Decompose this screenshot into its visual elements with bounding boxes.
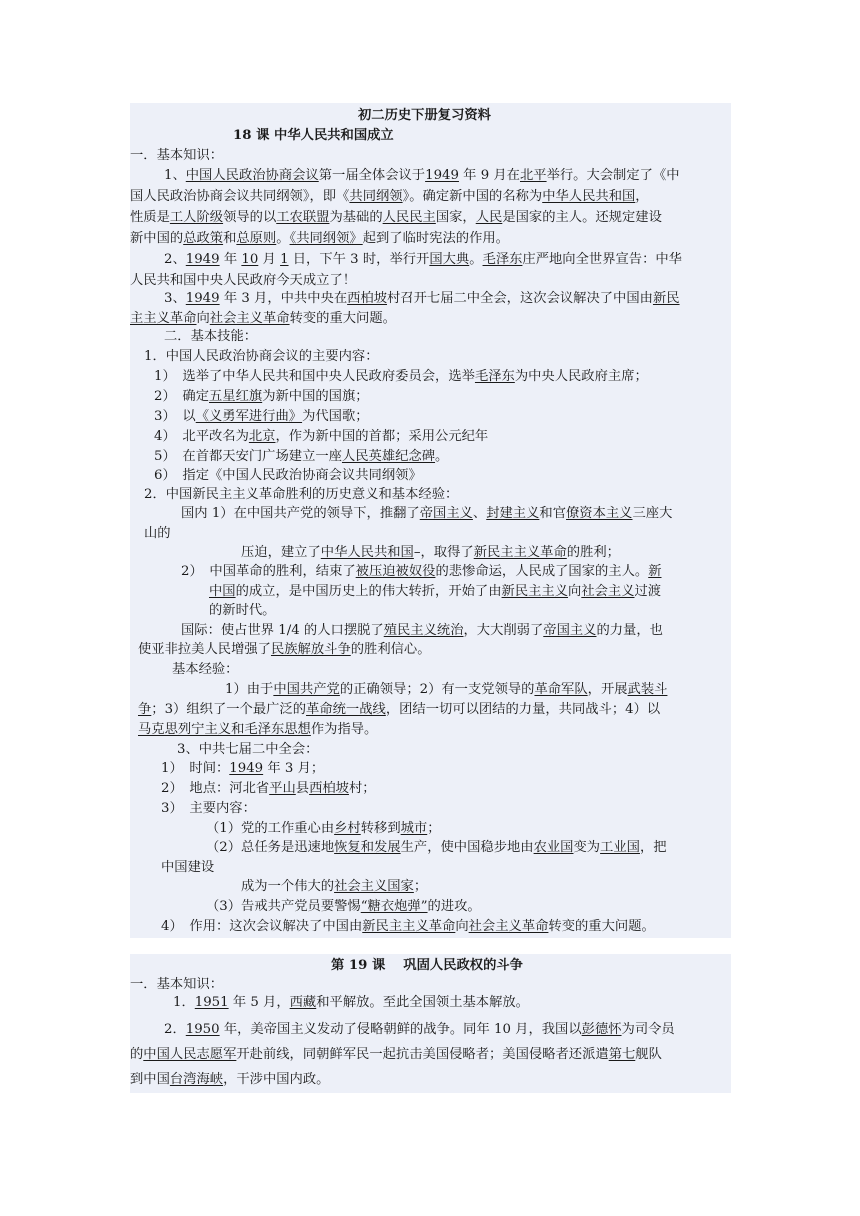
paragraph xyxy=(130,1045,662,1065)
underlined-term: 社会主义 xyxy=(581,584,635,599)
text-run: 5） 在首都天安门广场建立一座 xyxy=(154,449,342,464)
text-run: 。 xyxy=(435,449,449,464)
question1-heading: 1．中国人民政治协商会议的主要内容： xyxy=(144,349,379,364)
paragraph xyxy=(225,680,667,700)
underlined-term: 新民 xyxy=(652,291,680,306)
paragraph xyxy=(138,640,431,660)
underlined-term: “糖衣炮弹” xyxy=(360,899,428,914)
underlined-term: 中国人民志愿军 xyxy=(143,1047,237,1062)
text-run: 为代国歌； xyxy=(302,409,369,424)
text-run: （3）告戒共产党员要警惕 xyxy=(206,899,361,914)
text-run: 的成立，是中国历史上的伟大转折，开始了由 xyxy=(235,584,502,599)
underlined-term: 共同纲领 xyxy=(349,189,403,204)
text-run: 成为一个伟大的 xyxy=(241,879,335,894)
text-run: 为新中国的国旗； xyxy=(262,389,369,404)
list-item xyxy=(206,897,481,917)
text-run: 3） 以 xyxy=(154,409,196,424)
text-run: 年，美帝国主义发动了侵略朝鲜的战争。同年 10 月，我国以 xyxy=(219,1022,582,1037)
underlined-term: 新民主主义革命 xyxy=(473,545,567,560)
text-run: 的悲惨命运，人民成了国家的主人。 xyxy=(435,564,649,579)
text-run: （1）党的工作重心由 xyxy=(206,821,335,836)
underlined-term: 革命军队 xyxy=(534,682,588,697)
text-run: 的胜利； xyxy=(566,545,620,560)
paragraph xyxy=(241,543,620,563)
text-run: 为中央人民政府主席； xyxy=(514,369,648,384)
underlined-term: 乡村 xyxy=(334,821,361,836)
list-item xyxy=(206,838,667,858)
text-run: 新中国的 xyxy=(130,231,184,246)
underlined-term: 平山 xyxy=(269,781,296,796)
paragraph xyxy=(130,187,649,207)
underlined-term: 西柏坡 xyxy=(309,781,349,796)
text-run: 的正确领导；2）有一支党领导的 xyxy=(339,682,535,697)
text-run: 1、 xyxy=(164,168,186,183)
text-run: 开赴前线，同朝鲜军民一起抗击美国侵略者；美国侵略者还派遣 xyxy=(236,1047,609,1062)
paragraph xyxy=(181,562,662,582)
paragraph xyxy=(181,621,663,641)
text-run: 性质是 xyxy=(130,210,170,225)
underlined-term: 北平 xyxy=(519,168,547,183)
text-run: 、 xyxy=(472,506,487,521)
text-run: 过渡 xyxy=(634,584,662,599)
paragraph xyxy=(138,700,660,720)
text-run: 转变的重大问题。 xyxy=(289,311,396,326)
text-run: ，干涉中国内政。 xyxy=(223,1072,330,1087)
text-run: 压迫，建立了 xyxy=(241,545,321,560)
underlined-term: 中国共产党 xyxy=(273,682,340,697)
underlined-term: 封建主义 xyxy=(486,506,540,521)
list-item xyxy=(154,466,422,486)
text-run: 向 xyxy=(196,311,210,326)
text-run: 年 3 月； xyxy=(263,761,325,776)
text-run: 月 xyxy=(258,252,281,267)
paragraph xyxy=(209,582,661,602)
paragraph xyxy=(164,1020,675,1040)
underlined-term: 1950 xyxy=(185,1022,220,1037)
text-run: ； xyxy=(413,879,428,894)
text-run: 年 3 月，中共中央在 xyxy=(219,291,348,306)
underlined-term: 被压迫被奴役 xyxy=(355,564,436,579)
experience-heading: 基本经验： xyxy=(172,662,239,677)
text-run: ，团结一切可以团结的力量，共同战斗；4）以 xyxy=(385,702,661,717)
document-page xyxy=(130,103,731,1093)
paragraph xyxy=(144,524,171,544)
text-run: 年 xyxy=(219,252,242,267)
question2-heading: 2．中国新民主主义革命胜利的历史意义和基本经验： xyxy=(144,487,459,502)
text-run: 举行。大会制定了《中 xyxy=(546,168,680,183)
text-run: 日，下午 3 时，举行开 xyxy=(288,252,430,267)
text-run: 转变的重大问题。 xyxy=(548,919,655,934)
list-item xyxy=(161,917,655,937)
text-run: 的胜利信心。 xyxy=(350,642,431,657)
text-run: 2、 xyxy=(164,252,186,267)
paragraph xyxy=(164,289,680,309)
underlined-term: 农业国 xyxy=(533,840,574,855)
underlined-term: 彭德怀 xyxy=(581,1022,622,1037)
paragraph xyxy=(130,208,662,228)
underlined-term: 1951 xyxy=(194,995,229,1010)
text-run: 的进攻。 xyxy=(427,899,481,914)
text-run: 2） 中国革命的胜利，结束了 xyxy=(181,564,356,579)
text-run: 2） 确定 xyxy=(154,389,209,404)
underlined-term: 台湾海峡 xyxy=(169,1072,224,1087)
paragraph xyxy=(130,229,509,249)
underlined-term: 总原则 xyxy=(236,231,277,246)
text-run: 生产，使中国稳步地由 xyxy=(400,840,534,855)
text-run: 2． xyxy=(164,1022,186,1037)
text-run: 》。确定新中国的名称为 xyxy=(402,189,543,204)
underlined-term: 工农联盟 xyxy=(276,210,330,225)
text-run: 到中国 xyxy=(130,1072,170,1087)
underlined-term: 1949 xyxy=(185,252,220,267)
lesson18-heading: 18 课 中华人民共和国成立 xyxy=(233,128,394,143)
list-item xyxy=(161,779,376,799)
text-run: 和平解放。至此全国领土基本解放。 xyxy=(316,995,529,1010)
text-run: 领导的以 xyxy=(223,210,277,225)
underlined-term: 总政策 xyxy=(183,231,224,246)
underlined-term: 社会主义革命 xyxy=(209,311,290,326)
text-run: 三座大 xyxy=(632,506,673,521)
text-run: 向 xyxy=(568,584,582,599)
underlined-term: 人民英雄纪念碑 xyxy=(341,449,436,464)
list-item xyxy=(154,447,448,467)
text-run: 。 xyxy=(276,231,290,246)
underlined-term: 新 xyxy=(648,564,662,579)
text-run: 年 9 月在 xyxy=(458,168,520,183)
underlined-term: 中国 xyxy=(209,584,236,599)
underlined-term: 帝国主义 xyxy=(419,506,473,521)
text-run: 作为指导。 xyxy=(310,722,378,737)
text-run: 国家， xyxy=(435,210,476,225)
text-run: 和 xyxy=(223,231,237,246)
text-run: 村召开七届二中全会，这次会议解决了中国由 xyxy=(387,291,653,306)
text-run: 1） 选举了中华人民共和国中央人民政府委员会，选举 xyxy=(154,369,475,384)
underlined-term: 工业国 xyxy=(600,840,640,855)
underlined-term: 革命统一战线 xyxy=(306,702,386,717)
text-run: ，把 xyxy=(639,840,667,855)
text-run: 向 xyxy=(455,919,469,934)
underlined-term: 毛泽东 xyxy=(474,369,515,384)
text-run: 1）由于 xyxy=(225,682,274,697)
underlined-term: 10 xyxy=(241,252,259,267)
list-item xyxy=(154,407,369,427)
paragraph xyxy=(173,993,529,1013)
text-run: 国际：使占世界 1/4 的人口摆脱了 xyxy=(181,623,384,638)
text-run: 2） 地点：河北省 xyxy=(161,781,270,796)
text-run: 的新时代。 xyxy=(209,603,276,618)
text-run: 3、 xyxy=(164,291,186,306)
text-run: 年 5 月， xyxy=(228,995,290,1010)
underlined-term: 新民主主义 xyxy=(501,584,569,599)
underlined-term: 中华人民共和国 xyxy=(320,545,414,560)
underlined-term: 1949 xyxy=(425,168,459,183)
text-run: 山的 xyxy=(144,526,171,541)
text-run: 舰队 xyxy=(635,1047,662,1062)
text-run: 国内 1）在中国共产党的领导下，推翻了 xyxy=(181,506,420,521)
text-run: 4） 作用：这次会议解决了中国由 xyxy=(161,919,363,934)
underlined-term: 人民 xyxy=(475,210,503,225)
underlined-term: 中国人民政治协商会议 xyxy=(185,168,319,183)
list-item xyxy=(154,427,488,447)
text-run: ，大大削弱了 xyxy=(463,623,544,638)
text-run: 和官 xyxy=(539,506,566,521)
underlined-term: 《共同纲领》 xyxy=(289,231,363,246)
text-run: （2）总任务是迅速地 xyxy=(206,840,335,855)
underlined-term: 人民民主 xyxy=(382,210,436,225)
lesson18-section2-heading: 二．基本技能： xyxy=(164,329,258,344)
text-run: ； xyxy=(427,821,441,836)
text-run: 1） 时间： xyxy=(161,761,230,776)
paragraph xyxy=(138,720,377,740)
text-run: 县 xyxy=(295,781,310,796)
paragraph xyxy=(130,1070,329,1090)
lesson19-heading: 第 19 课 巩固人民政权的斗争 xyxy=(331,958,523,973)
underlined-term: 马克思列宁主义和毛泽东思想 xyxy=(138,722,311,737)
underlined-term: 国大典 xyxy=(429,252,470,267)
underlined-term: 中华人民共和国 xyxy=(542,189,636,204)
underlined-term: 新民主主义革命 xyxy=(362,919,456,934)
list-item xyxy=(161,759,324,779)
text-run: 变为 xyxy=(573,840,601,855)
text-run: 为司令员 xyxy=(621,1022,675,1037)
paragraph xyxy=(130,309,396,329)
text-run: 是国家的主人。还规定建设 xyxy=(502,210,662,225)
text-run: 1． xyxy=(173,995,195,1010)
text-run: 4） 北平改名为 xyxy=(154,429,249,444)
text-run: 中国建设 xyxy=(161,860,215,875)
underlined-term: 毛泽东 xyxy=(482,252,523,267)
paragraph xyxy=(130,271,356,291)
underlined-term: 第七 xyxy=(608,1047,636,1062)
text-run: 村； xyxy=(348,781,376,796)
section-divider xyxy=(130,938,731,954)
text-run: ；3）组织了一个最广泛的 xyxy=(151,702,307,717)
text-run: 转移到 xyxy=(360,821,401,836)
list-item xyxy=(206,819,441,839)
underlined-term: 社会主义国家 xyxy=(334,879,414,894)
underlined-term: 社会主义革命 xyxy=(468,919,549,934)
text-run: 起到了临时宪法的作用。 xyxy=(362,231,509,246)
underlined-term: 1 xyxy=(280,252,289,267)
text-run: 的 xyxy=(130,1047,144,1062)
underlined-term: 僚资本主义 xyxy=(566,506,633,521)
list-item xyxy=(154,387,369,407)
text-run: ， xyxy=(635,189,649,204)
underlined-term: 西藏 xyxy=(289,995,317,1010)
list-item xyxy=(241,877,427,897)
underlined-term: 武装斗 xyxy=(627,682,668,697)
underlined-term: 西柏坡 xyxy=(347,291,388,306)
paragraph xyxy=(181,504,672,524)
paragraph xyxy=(164,166,680,186)
text-run: 6） 指定《中国人民政治协商会议共同纲领》 xyxy=(154,468,422,483)
text-run: ，作为新中国的首都；采用公元纪年 xyxy=(275,429,489,444)
underlined-term: 城市 xyxy=(400,821,428,836)
underlined-term: 恢复和发展 xyxy=(334,840,401,855)
document-title: 初二历史下册复习资料 xyxy=(358,108,491,123)
text-run: 。 xyxy=(469,252,483,267)
underlined-term: 殖民主义统治 xyxy=(383,623,464,638)
underlined-term: 北京 xyxy=(248,429,276,444)
text-run: ，开展 xyxy=(587,682,628,697)
text-run: 第一届全体会议于 xyxy=(318,168,426,183)
underlined-term: 民族解放斗争 xyxy=(270,642,351,657)
underlined-term: 五星红旗 xyxy=(209,389,263,404)
lesson18-section1-heading: 一．基本知识： xyxy=(130,148,224,163)
text-run: 为基础的 xyxy=(329,210,383,225)
question3-heading: 3、中共七届二中全会： xyxy=(177,742,319,757)
underlined-term: 帝国主义 xyxy=(543,623,597,638)
list-item xyxy=(154,367,648,387)
text-run: 人民共和国中央人民政府今天成立了！ xyxy=(130,273,357,288)
underlined-term: 《义勇军进行曲》 xyxy=(195,409,303,424)
list-item xyxy=(161,858,214,878)
underlined-term: 1949 xyxy=(229,761,264,776)
text-run: 使亚非拉美人民增强了 xyxy=(138,642,271,657)
text-run: 庄严地向全世界宣告：中华 xyxy=(522,252,682,267)
underlined-term: 主主义革命 xyxy=(130,311,197,326)
underlined-term: 工人阶级 xyxy=(169,210,224,225)
paragraph xyxy=(164,250,682,270)
underlined-term: 1949 xyxy=(185,291,220,306)
text-run: 国人民政治协商会议共同纲领》，即《 xyxy=(130,189,350,204)
underlined-term: 争 xyxy=(138,702,152,717)
text-run: 的力量，也 xyxy=(596,623,663,638)
lesson19-section1-heading: 一．基本知识： xyxy=(130,977,224,992)
text-run: –，取得了 xyxy=(413,545,474,560)
paragraph xyxy=(209,601,275,621)
text-run: 3） 主要内容： xyxy=(161,801,256,816)
list-item xyxy=(161,799,256,819)
